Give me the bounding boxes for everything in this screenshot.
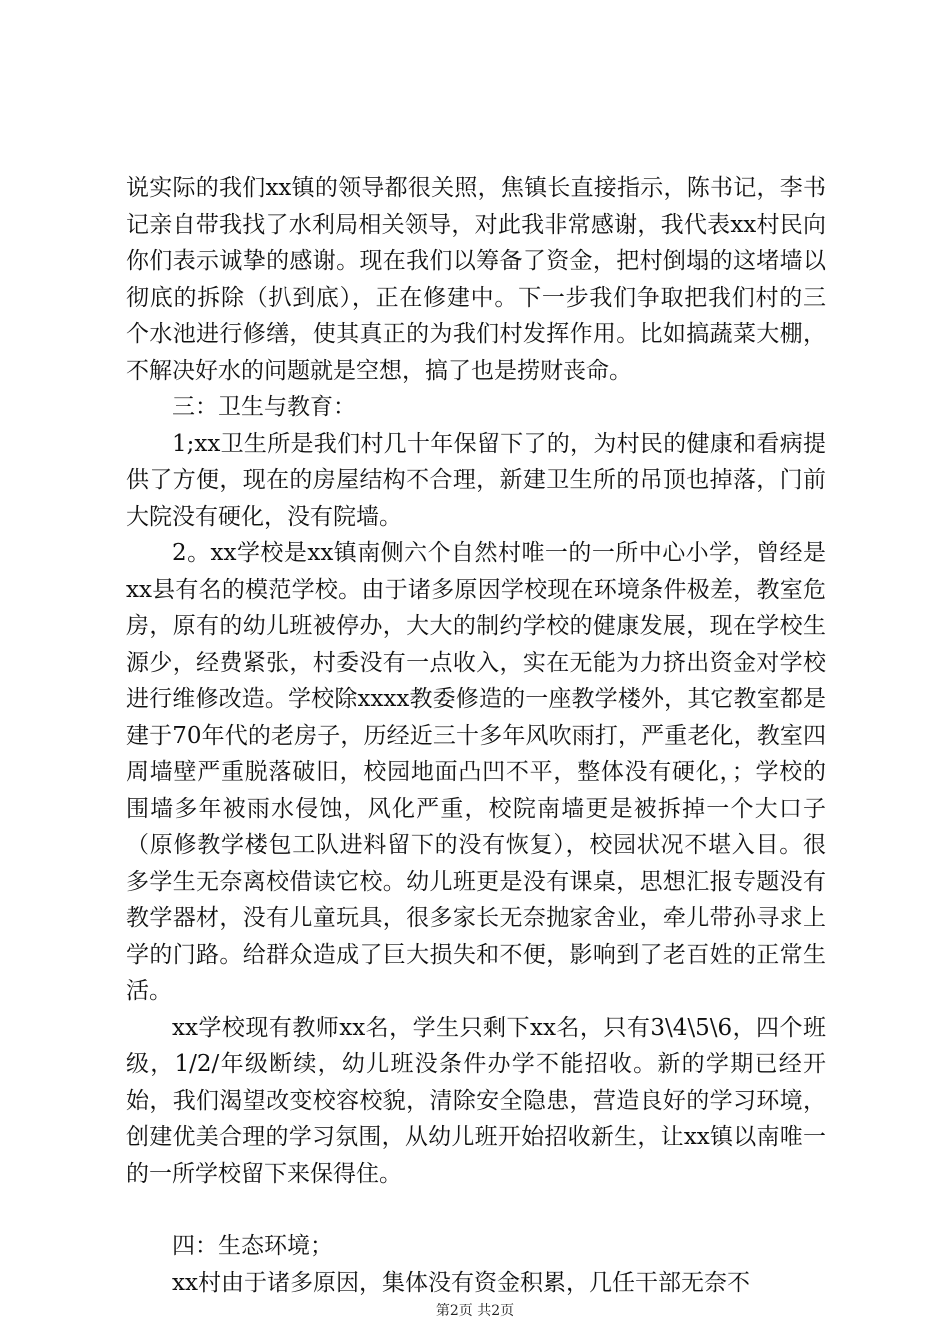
- document-body: [126, 170, 826, 1301]
- page-footer: 第2页 共2页: [435, 1303, 515, 1319]
- section-heading-ecology: 四：生态环境；: [172, 1233, 333, 1259]
- paragraph-leadership-thanks: 说实际的我们xx镇的领导都很关照，焦镇长直接指示，陈书记，李书记亲自带我找了水利局相关领导，对此我非常感谢，我代表xx村民向你们表示诚挚的感谢。现在我们以筹备了资金，把村倒塌的这堵墙以彻底的拆除（扒到底），正在修建中。下一步我们争取把我们村的三个水池进行修缮，使其真正的为我们村发挥作用。比如搞蔬菜大棚，不解决好水的问题就是空想，搞了也是捞财丧命。: [126, 175, 826, 384]
- paragraph-health-clinic: 1;xx卫生所是我们村几十年保留下了的，为村民的健康和看病提供了方便，现在的房屋结构不合理，新建卫生所的吊顶也掉落，门前大院没有硬化，没有院墙。: [126, 430, 826, 530]
- section-heading-health-education: 三：卫生与教育：: [172, 394, 356, 420]
- paragraph-spacer: [126, 1192, 826, 1228]
- paragraph-school-conditions: 2。xx学校是xx镇南侧六个自然村唯一的一所中心小学，曾经是xx县有名的模范学校。由于诸多原因学校现在环境条件极差，教室危房，原有的幼儿班被停办，大大的制约学校的健康发展，现在学校生源少，经费紧张，村委没有一点收入，实在无能为力挤出资金对学校进行维修改造。学校除xxxx教委修造的一座教学楼外，其它教室都是建于70年代的老房子，历经近三十多年风吹雨打，严重老化，教室四周墙壁严重脱落破旧，校园地面凸凹不平，整体没有硬化，；学校的围墙多年被雨水侵蚀，风化严重，校院南墙更是被拆掉一个大口子（原修教学楼包工队进料留下的没有恢复），校园状况不堪入目。很多学生无奈离校借读它校。幼儿班更是没有课桌，思想汇报专题没有教学器材，没有儿童玩具，很多家长无奈抛家舍业，牵儿带孙寻求上学的门路。给群众造成了巨大损失和不便，影响到了老百姓的正常生活。: [126, 540, 826, 1004]
- paragraph-ecology: xx村由于诸多原因，集体没有资金积累，几任干部无奈不: [172, 1269, 750, 1296]
- paragraph-school-staff: xx学校现有教师xx名，学生只剩下xx名，只有3\4\5\6，四个班级，1/2/年级断续，幼儿班没条件办学不能招收。新的学期已经开始，我们渴望改变校容校貌，清除安全隐患，营造良好的学习环境，创建优美合理的学习氛围，从幼儿班开始招收新生，让xx镇以南唯一的一所学校留下来保得住。: [126, 1014, 826, 1187]
